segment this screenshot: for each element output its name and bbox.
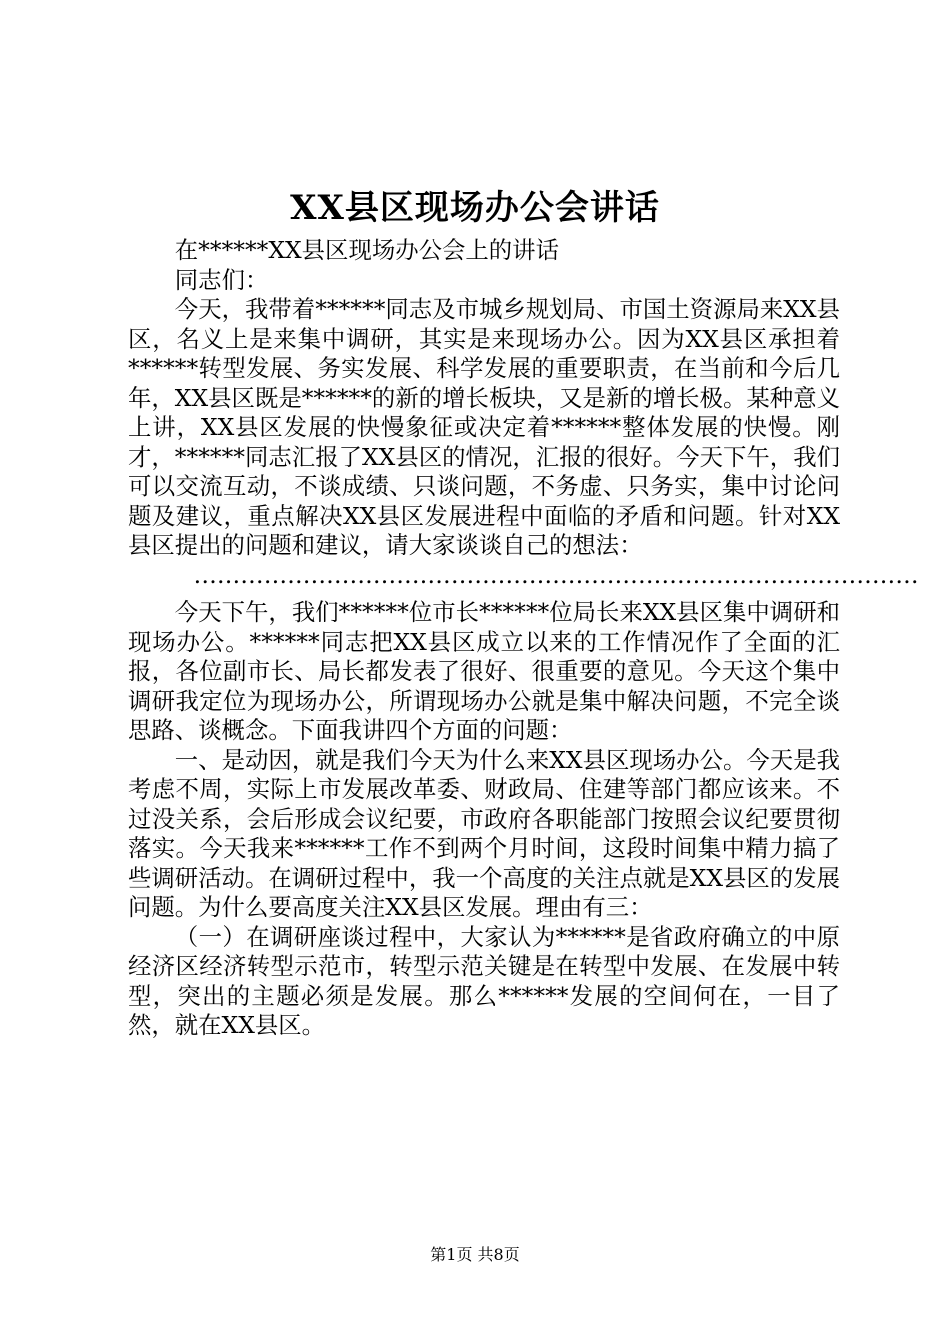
paragraph-opening: 今天，我带着******同志及市城乡规划局、市国土资源局来XX县区，名义上是来集中调研，其实是来现场办公。因为XX县区承担着******转型发展、务实发展、科学发展的重要职责，在当前和今后几年，XX县区既是******的新的增长板块，又是新的增长极。某种意义上讲，XX县区发展的快慢象征或决定着******整体发展的快慢。刚才，******同志汇报了XX县区的情况，汇报的很好。今天下午，我们可以交流互动，不谈成绩、只谈问题，不务虚、只务实，集中讨论问题及建议，重点解决XX县区发展进程中面临的矛盾和问题。针对XX县区提出的问题和建议，请大家谈谈自己的想法： (128, 295, 840, 559)
paragraph-summary: 今天下午，我们******位市长******位局长来XX县区集中调研和现场办公。******同志把XX县区成立以来的工作情况作了全面的汇报，各位副市长、局长都发表了很好、很重要的意见。今天这个集中调研我定位为现场办公，所谓现场办公就是集中解决问题，不完全谈思路、谈概念。下面我讲四个方面的问题： (128, 598, 840, 744)
paragraph-reason-one: （一）在调研座谈过程中，大家认为******是省政府确立的中原经济区经济转型示范市，转型示范关键是在转型中发展、在发展中转型，突出的主题必须是发展。那么******发展的空间何在，一目了然，就在XX县区。 (128, 922, 840, 1039)
document-body (128, 236, 919, 1041)
paragraph-ellipsis: ………………………………………………………………………………… (193, 560, 919, 589)
paragraph-section-one: 一、是动因，就是我们今天为什么来XX县区现场办公。今天是我考虑不周，实际上市发展改革委、财政局、住建等部门都应该来。不过没关系，会后形成会议纪要，市政府各职能部门按照会议纪要贯彻落实。今天我来******工作不到两个月时间，这段时间集中精力搞了些调研活动。在调研过程中，我一个高度的关注点就是XX县区的发展问题。为什么要高度关注XX县区发展。理由有三： (128, 745, 840, 921)
paragraph-salutation: 同志们： (174, 265, 269, 294)
paragraph-subtitle: 在******XX县区现场办公会上的讲话 (174, 236, 559, 264)
document-title: XX县区现场办公会讲话 (290, 188, 660, 228)
page-footer: 第1页 共8页 (430, 1245, 520, 1264)
